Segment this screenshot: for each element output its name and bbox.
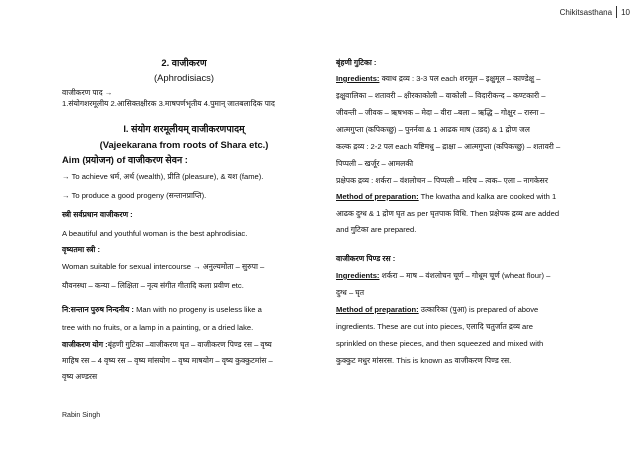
yoga-text-2: माहिष रस – 4 वृष्य रस – वृष्य मांसयोग – वृष्य माषयोग – वृष्य कुक्कुटमांस – — [62, 356, 273, 365]
yoga-text-3: वृष्य अण्डरस — [62, 372, 98, 381]
vrishyatama-text-2: यौवनस्था – कन्या – लिक्षिता – नृत्य संगीत गीतादि कला प्रवीण etc. — [62, 281, 244, 290]
page-header — [560, 6, 630, 18]
pada-heading: वाजीकरण पाद → — [62, 88, 113, 97]
brimhani-kalka-1: कल्क द्रव्य : 2-2 पल each यष्टिमधु – द्राक्षा – आत्मगुप्ता (कपिकच्छु) – शतावरी – — [336, 142, 561, 151]
brimhani-ingredients-1: Ingredients: क्वाथ द्रव्य : 3-3 पल each शरमूल – इक्षुमूल – काण्डेक्षु – — [336, 74, 541, 83]
pinda-method-2: ingredients. These are cut into pieces, एलादि चतुर्जात द्रव्य are — [336, 322, 534, 331]
author-footer: Rabin Singh — [62, 412, 101, 419]
brimhani-heading: बृंहणी गुटिका : — [336, 58, 377, 67]
pinda-ingredients-1: Ingredients: शर्करा – माष – वंशलोचन चूर्ण – गोधूम चूर्ण (wheat flour) – — [336, 271, 551, 280]
pinda-method-4: कुक्कुट मधुर मांसरस. This is known as वाजीकरण पिण्ड रस. — [336, 356, 512, 365]
section-title: 2. वाजीकरण — [161, 57, 207, 68]
stri-heading: स्त्री सर्वप्रधान वाजीकरण : — [62, 210, 133, 219]
pinda-method-1-label: Method of preparation: — [336, 305, 419, 314]
pinda-method-1: Method of preparation: उत्कारिका (पुआ) is prepared of above — [336, 305, 539, 314]
nisantana-text-1-label: नि:सन्तान पुरुष निन्दनीय : — [62, 305, 134, 314]
brimhani-ingredients-1-label: Ingredients: — [336, 74, 380, 83]
brimhani-ingredients-4: आत्मगुप्ता (कपिकच्छु) – पुनर्नवा & 1 आढक माष (उडद) & 1 द्रोण जल — [336, 125, 530, 134]
brimhani-ingredients-2: इक्षुवालिका – शतावरी – क्षीरकाकोली – वाकोली – विदारीकन्द – कण्टकारी – — [336, 91, 546, 100]
aim-item-2: → To produce a good progeny (सन्तानप्राप्ति). — [62, 191, 207, 200]
nisantana-text-2: tree with no fruits, or a lamp in a painting, or a dried lake. — [62, 323, 254, 332]
brimhani-prakshepaka: प्रक्षेपक द्रव्य : शर्करा – वंशलोचन – पिप्पली – मरिच – त्वक– एला – नागकेसर — [336, 176, 548, 185]
aim-heading: Aim (प्रयोजन) of वाजीकरण सेवन : — [62, 154, 188, 165]
pinda-method-3: sprinkled on these pieces, and then squeezed and mixed with — [336, 339, 544, 348]
vrishyatama-heading: वृष्यतमा स्त्री : — [62, 245, 101, 254]
brimhani-ingredients-3: जीवन्ती – जीवक – ऋषभक – मेदा – वीरा –बला – ऋद्धि – गोक्षुर – रास्ना – — [336, 108, 545, 117]
header-title: Chikitsasthana — [559, 7, 613, 17]
brimhani-kalka-2: पिप्पली – खर्जूर – आमलकी — [336, 159, 414, 168]
aim-item-1: → To achieve धर्म, अर्थ (wealth), प्रीति (pleasure), & यश (fame). — [62, 172, 264, 181]
section-subtitle: (Aphrodisiacs) — [154, 72, 214, 83]
chapter-title: I. संयोग शरमूलीयम् वाजीकरणपादम् — [123, 123, 245, 134]
page-number: 10 — [621, 7, 630, 17]
pinda-rasa-heading: वाजीकरण पिण्ड रस : — [336, 254, 396, 263]
header-divider — [616, 6, 617, 18]
brimhani-method-3: and गुटिका are prepared. — [336, 225, 417, 234]
stri-text: A beautiful and youthful woman is the best aphrodisiac. — [62, 229, 248, 238]
yoga-text-1: वाजीकरण योग :बृंहणी गुटिका –वाजीकरण घृत – वाजीकरण पिण्ड रस – वृष्य — [62, 340, 272, 349]
yoga-text-1-label: वाजीकरण योग : — [62, 340, 108, 349]
pada-list: 1.संयोगशरमूलीय 2.आसिक्तक्षीरक 3.माषपर्णभृतीय 4.पुमान् जातबलादिक पाद — [62, 99, 275, 108]
pinda-ingredients-2: दुग्ध – घृत — [336, 288, 365, 297]
brimhani-method-1-label: Method of preparation: — [336, 192, 419, 201]
pinda-ingredients-1-label: Ingredients: — [336, 271, 380, 280]
chapter-subtitle: (Vajeekarana from roots of Shara etc.) — [99, 139, 269, 150]
brimhani-method-2: आढक दुग्ध & 1 द्रोण घृत as per घृतपाक विधि. Then प्रक्षेपक द्रव्य are added — [336, 209, 560, 218]
nisantana-text-1: नि:सन्तान पुरुष निन्दनीय : Man with no progeny is useless like a — [62, 305, 262, 314]
brimhani-method-1: Method of preparation: The kwatha and kalka are cooked with 1 — [336, 192, 557, 201]
vrishyatama-text-1: Woman suitable for sexual intercourse → अनुल्यमोता – सुरुपा – — [62, 262, 265, 271]
